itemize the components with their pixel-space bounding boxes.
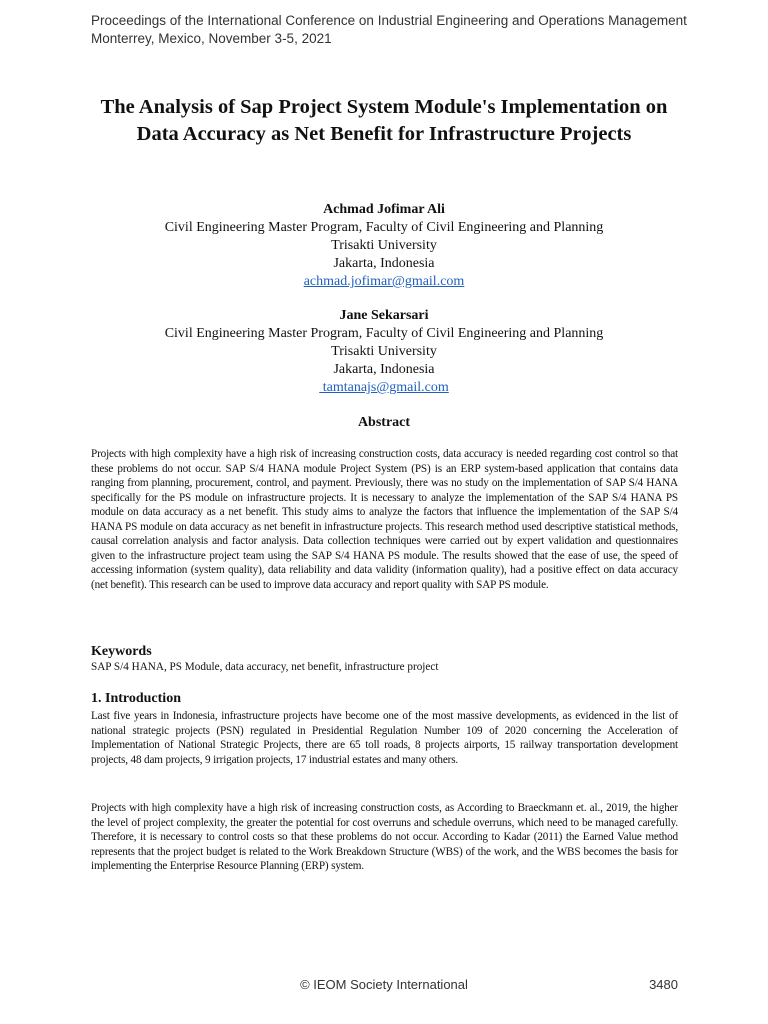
- author-email-link[interactable]: achmad.jofimar@gmail.com: [303, 274, 465, 289]
- author-location: Jakarta, Indonesia: [333, 256, 435, 271]
- author-university: Trisakti University: [331, 344, 437, 359]
- running-header-conference: Proceedings of the International Conference on Industrial Engineering and Operations Management: [91, 13, 687, 28]
- introduction-heading: 1. Introduction: [91, 691, 181, 706]
- author-block-1: [84, 201, 684, 291]
- author-name: Achmad Jofimar Ali: [323, 202, 445, 217]
- footer-copyright: © IEOM Society International: [300, 977, 468, 992]
- running-header: [91, 12, 731, 48]
- author-university: Trisakti University: [331, 238, 437, 253]
- author-location: Jakarta, Indonesia: [333, 362, 435, 377]
- abstract-heading: Abstract: [357, 415, 411, 430]
- author-affiliation: Civil Engineering Master Program, Faculty of Civil Engineering and Planning: [164, 220, 604, 235]
- running-header-location-date: Monterrey, Mexico, November 3-5, 2021: [91, 31, 332, 46]
- paper-title: The Analysis of Sap Project System Module's Implementation on Data Accuracy as Net Benefit for Infrastructure Projects: [100, 96, 668, 145]
- author-block-2: [84, 307, 684, 397]
- page-number: 3480: [649, 977, 678, 992]
- author-affiliation: Civil Engineering Master Program, Faculty of Civil Engineering and Planning: [164, 326, 604, 341]
- author-name: Jane Sekarsari: [339, 308, 429, 323]
- keywords-text: SAP S/4 HANA, PS Module, data accuracy, net benefit, infrastructure project: [91, 661, 439, 673]
- introduction-paragraph: Projects with high complexity have a high risk of increasing construction costs, as According to Braeckmann et. al., 2019, the higher the level of project complexity, the greater the potential for cost overruns and schedule overruns, which need to be managed carefully. Therefore, it is necessary to control costs so that these problems do not occur. According to Kadar (2011) the Earned Value method represents that the project budget is related to the Work Breakdown Structure (WBS) of the work, and the WBS becomes the basis for implementing the Enterprise Resource Planning (ERP) system.: [91, 802, 678, 872]
- introduction-paragraph: Last five years in Indonesia, infrastructure projects have become one of the most massive developments, as evidenced in the list of national strategic projects (PSN) regulated in Presidential Regulation Number 109 of 2020 concerning the Acceleration of Implementation of National Strategic Projects, there are 65 toll roads, 8 projects airports, 15 railway transportation development projects, 48 dam projects, 9 irrigation projects, 17 industrial estates and many others.: [91, 710, 678, 766]
- abstract-text: Projects with high complexity have a high risk of increasing construction costs, data accuracy is needed regarding cost control so that these problems do not occur. SAP S/4 HANA module Project System (PS) is an ERP system-based application that contains data ranging from planning, procurement, control, and payment. Previously, there was no study on the implementation of SAP S/4 HANA specifically for the PS module on infrastructure projects. It is necessary to analyze the implementation of the SAP S/4 HANA PS module on data accuracy as a net benefit. This study aims to analyze the factors that influence the implementation of the SAP S/4 HANA PS module on data accuracy as net benefit in infrastructure projects. This research method used descriptive statistical methods, causal correlation analysis and factor analysis. Data collection techniques were carried out by expert validation and questionnaires given to the infrastructure project team using the SAP S/4 HANA PS module. The results showed that the ease of use, the speed of accessing information (system quality), data reliability and data validity (information quality), had a positive effect on data accuracy (net benefit). This research can be used to improve data accuracy and report quality with SAP PS module.: [91, 448, 678, 591]
- keywords-heading: Keywords: [91, 644, 152, 659]
- author-email-link[interactable]: tamtanajs@gmail.com: [319, 380, 449, 395]
